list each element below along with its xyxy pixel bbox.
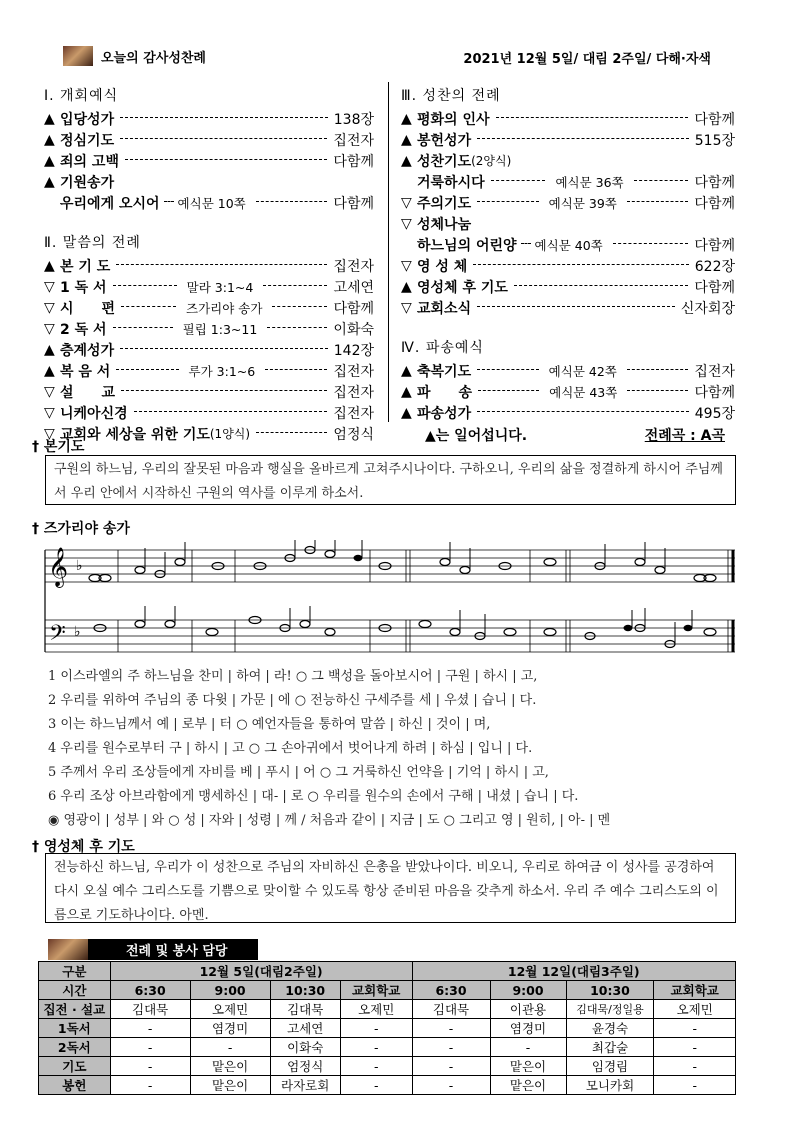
- order-item: [44, 255, 374, 276]
- duty-cell: 이관용: [490, 1000, 566, 1019]
- section-heading: Ⅲ. 성찬의 전례: [401, 88, 501, 104]
- duty-cell: 1독서: [39, 1019, 111, 1038]
- duty-cell: -: [190, 1038, 270, 1057]
- order-reference: 예식문 36쪽: [551, 173, 627, 191]
- duty-cell: -: [340, 1019, 412, 1038]
- order-mark: ▲: [401, 152, 412, 169]
- order-reference: 예식문 43쪽: [545, 383, 621, 401]
- leader-line: [120, 348, 328, 349]
- duty-cell: 라자로회: [270, 1076, 340, 1095]
- leader-line: [514, 285, 689, 286]
- order-value: 집전자: [333, 132, 374, 149]
- order-note: (1양식): [209, 427, 251, 441]
- order-mark: ▽: [44, 425, 55, 442]
- order-mark: ▽: [44, 383, 55, 400]
- leader-line: [256, 201, 328, 202]
- duty-week-row: [39, 962, 736, 981]
- leader-line: [121, 390, 327, 391]
- order-item: [44, 297, 374, 318]
- order-item: [401, 108, 735, 129]
- order-label: 영성체 후 기도: [417, 279, 508, 296]
- order-mark: ▽: [401, 257, 412, 274]
- leader-line: [477, 306, 675, 307]
- canticle-verse: ◉ 영광이 | 성부 | 와 ○ 성 | 자와 | 성령 | 께 / 처음과 같이 | 지금 | 도 ○ 그리고 영 | 원히, | 아- | 멘: [48, 813, 611, 828]
- order-mark: ▽: [44, 278, 55, 295]
- order-mark: ▲: [44, 131, 55, 148]
- order-item: [401, 360, 735, 381]
- order-item: [401, 234, 735, 255]
- duty-cell: -: [654, 1057, 736, 1076]
- svg-text:𝄞: 𝄞: [48, 547, 69, 587]
- duty-cell: 봉헌: [39, 1076, 111, 1095]
- order-left-column: [44, 82, 374, 444]
- leader-line: [125, 159, 327, 160]
- leader-line: [265, 369, 327, 370]
- order-mark: ▲: [401, 362, 412, 379]
- duty-cell: -: [412, 1038, 490, 1057]
- order-mark: ▲: [44, 152, 55, 169]
- duty-cell: -: [110, 1019, 190, 1038]
- order-mark: ▽: [401, 194, 412, 211]
- order-mark: ▲: [401, 383, 412, 400]
- order-item: [44, 192, 374, 213]
- bulletin-date: 2021년 12월 5일/ 대림 2주일/ 다해·자색: [463, 52, 711, 67]
- chant-score: [40, 540, 740, 664]
- order-mark: ▽: [401, 215, 412, 232]
- order-value: 다함께: [333, 300, 375, 317]
- duty-cell: 김대묵: [110, 1000, 190, 1019]
- svg-text:♭: ♭: [76, 558, 83, 574]
- duty-cell: 오제민: [654, 1000, 736, 1019]
- duty-cell: 교회학교: [340, 981, 412, 1000]
- svg-text:♭: ♭: [74, 624, 81, 640]
- canticle-title: † 즈가리야 송가: [32, 521, 130, 537]
- duty-cell: 염경미: [490, 1019, 566, 1038]
- leader-line: [267, 327, 327, 328]
- order-reference: 말라 3:1~4: [183, 278, 258, 296]
- duty-cell: -: [654, 1076, 736, 1095]
- order-label: 1 독 서: [60, 279, 107, 296]
- canticle-verse: 3 이는 하느님께서 예 | 로부 | 터 ○ 예언자들을 통하여 말씀 | 하신 | 것이 | 며,: [48, 717, 491, 732]
- duty-cell: 시간: [39, 981, 111, 1000]
- order-label: 우리에게 오시어: [60, 195, 160, 212]
- leader-line: [121, 306, 176, 307]
- order-item: [44, 318, 374, 339]
- order-label: 설 교: [60, 384, 116, 401]
- duty-cell: 최갑술: [566, 1038, 654, 1057]
- order-mark: ▲: [44, 110, 55, 127]
- order-reference: 루가 3:1~6: [185, 362, 260, 380]
- duty-cell: -: [412, 1057, 490, 1076]
- leader-line: [116, 369, 178, 370]
- leader-line: [477, 411, 689, 412]
- leader-line: [627, 369, 689, 370]
- order-label: 축복기도: [417, 363, 472, 380]
- order-label: 평화의 인사: [417, 111, 490, 128]
- column-divider: [388, 82, 389, 422]
- order-item: [44, 171, 374, 192]
- duty-cell: -: [340, 1038, 412, 1057]
- order-reference: 즈가리야 송가: [182, 299, 266, 317]
- leader-line: [477, 201, 539, 202]
- duty-cell: 9:00: [190, 981, 270, 1000]
- leader-line: [627, 201, 689, 202]
- duty-cell: -: [654, 1038, 736, 1057]
- order-mark: ▲: [44, 173, 55, 190]
- order-label: 기원송가: [60, 174, 115, 191]
- canticle-verses: [48, 665, 610, 833]
- duty-cell: -: [110, 1057, 190, 1076]
- duty-cell: 모니카회: [566, 1076, 654, 1095]
- order-label: 복 음 서: [60, 363, 111, 380]
- postcommunion-text: 전능하신 하느님, 우리가 이 성찬으로 주님의 자비하신 은총을 받았나이다. 비오니, 우리로 하여금 이 성사를 공경하여 다시 오실 예수 그리스도를 기쁨으로 맞이할 수 있도록 항상 준비된 마음을 갖추게 하소서. 우리 주 예수 그리스도의 이름으로 기도하나이다. 아멘.: [54, 860, 719, 923]
- order-item: [401, 150, 735, 171]
- leader-line: [473, 264, 688, 265]
- order-value: 고세연: [333, 279, 375, 296]
- leader-line: [116, 264, 327, 265]
- order-item: [401, 129, 735, 150]
- order-item: [401, 171, 735, 192]
- duty-cell: -: [412, 1019, 490, 1038]
- duty-cell: 윤경숙: [566, 1019, 654, 1038]
- order-label: 봉헌성가: [417, 132, 472, 149]
- order-value: 집전자: [333, 258, 374, 275]
- order-label: 시 편: [60, 300, 116, 317]
- order-value: 다함께: [694, 174, 736, 191]
- tune-note: 전례곡 : A곡: [644, 428, 725, 444]
- order-label: 하느님의 어린양: [417, 237, 517, 254]
- order-value: 다함께: [333, 195, 374, 212]
- order-value: 142장: [333, 342, 374, 359]
- order-item: [44, 339, 374, 360]
- leader-line: [521, 243, 531, 244]
- leader-line: [496, 117, 689, 118]
- order-item: [401, 297, 735, 318]
- collect-box: [45, 455, 736, 505]
- duty-cell: -: [110, 1038, 190, 1057]
- duty-cell: 10:30: [270, 981, 340, 1000]
- duty-row: [39, 1000, 736, 1019]
- order-item: [401, 402, 735, 423]
- order-label: 죄의 고백: [60, 153, 119, 170]
- duty-cell: 구분: [39, 962, 111, 981]
- duty-cell: 6:30: [110, 981, 190, 1000]
- order-item: [44, 276, 374, 297]
- section-heading: Ⅱ. 말씀의 전례: [44, 235, 141, 251]
- duty-cell: 임경림: [566, 1057, 654, 1076]
- order-value: 엄정식: [333, 426, 374, 443]
- section-heading: Ⅳ. 파송예식: [401, 340, 484, 356]
- duty-row: [39, 1038, 736, 1057]
- leader-line: [120, 117, 328, 118]
- order-item: [401, 255, 735, 276]
- leader-line: [627, 390, 688, 391]
- order-label: 영 성 체: [417, 258, 468, 275]
- duty-cell: -: [110, 1076, 190, 1095]
- order-label: 파 송: [417, 384, 473, 401]
- leader-line: [263, 285, 327, 286]
- leader-line: [120, 138, 327, 139]
- order-item: [44, 129, 374, 150]
- order-label: 정심기도: [60, 132, 115, 149]
- order-label: 거룩하시다: [417, 174, 485, 191]
- order-value: 다함께: [333, 153, 374, 170]
- duty-cell: 맡은이: [490, 1076, 566, 1095]
- order-value: 집전자: [333, 384, 374, 401]
- leader-line: [272, 306, 327, 307]
- order-item: [44, 402, 374, 423]
- duty-cell: 김대묵: [270, 1000, 340, 1019]
- order-value: 집전자: [694, 363, 735, 380]
- order-item: [44, 150, 374, 171]
- order-value: 이화숙: [333, 321, 374, 338]
- order-label: 층계성가: [60, 342, 115, 359]
- altar-thumbnail: [63, 46, 93, 66]
- order-value: 집전자: [333, 363, 375, 380]
- duty-cell: -: [490, 1038, 566, 1057]
- order-value: 집전자: [333, 405, 374, 422]
- order-value: 138장: [333, 111, 374, 128]
- order-item: [44, 423, 374, 444]
- order-value: 다함께: [694, 279, 735, 296]
- order-mark: ▲: [44, 362, 55, 379]
- duty-cell: 맡은이: [190, 1076, 270, 1095]
- duty-cell: 9:00: [490, 981, 566, 1000]
- leader-line: [113, 285, 177, 286]
- order-item: [401, 213, 735, 234]
- order-value: 515장: [694, 132, 735, 149]
- leader-line: [634, 180, 689, 181]
- order-item: [44, 108, 374, 129]
- duty-cell: 교회학교: [654, 981, 736, 1000]
- order-mark: ▽: [44, 320, 55, 337]
- order-label: 파송성가: [417, 405, 472, 422]
- order-reference: 예식문 10쪽: [174, 194, 250, 212]
- order-mark: ▲: [401, 110, 412, 127]
- order-value: 495장: [694, 405, 735, 422]
- order-mark: ▲: [401, 131, 412, 148]
- order-value: 다함께: [694, 111, 735, 128]
- stand-note: ▲는 일어섭니다.: [425, 428, 528, 444]
- duty-row: [39, 1019, 736, 1038]
- duty-cell: 고세연: [270, 1019, 340, 1038]
- order-mark: ▽: [44, 404, 55, 421]
- duty-table: [38, 961, 736, 1095]
- duty-cell: 엄정식: [270, 1057, 340, 1076]
- order-value: 다함께: [694, 195, 735, 212]
- order-mark: ▲: [401, 278, 412, 295]
- leader-line: [134, 411, 328, 412]
- canticle-verse: 4 우리를 원수로부터 구 | 하시 | 고 ○ 그 손아귀에서 벗어나게 하려 | 하심 | 입니 | 다.: [48, 741, 533, 756]
- order-reference: 예식문 42쪽: [545, 362, 621, 380]
- order-item: [44, 381, 374, 402]
- duty-cell: 집전 · 설교: [39, 1000, 111, 1019]
- section-heading: Ⅰ. 개회예식: [44, 88, 119, 104]
- order-item: [401, 276, 735, 297]
- collect-text: 구원의 하느님, 우리의 잘못된 마음과 행실을 올바르게 고쳐주시나이다. 구하오니, 우리의 삶을 정결하게 하시어 주님께서 우리 안에서 시작하신 구원의 역사를 이루게 하소서.: [54, 462, 723, 501]
- collect-title: † 본기도: [32, 439, 85, 455]
- canticle-verse: 6 우리 조상 아브라함에게 맹세하신 | 대- | 로 ○ 우리를 원수의 손에서 구해 | 내셨 | 습니 | 다.: [48, 789, 579, 804]
- leader-line: [113, 327, 173, 328]
- order-note: (2양식): [471, 154, 512, 168]
- order-label: 본 기 도: [60, 258, 111, 275]
- duty-cell: 10:30: [566, 981, 654, 1000]
- postcommunion-title: † 영성체 후 기도: [32, 839, 135, 855]
- leader-line: [477, 138, 689, 139]
- order-value: 신자회장: [680, 300, 735, 317]
- duty-cell: -: [412, 1076, 490, 1095]
- order-mark: ▲: [401, 404, 412, 421]
- duty-cell: 오제민: [340, 1000, 412, 1019]
- duty-cell: -: [654, 1019, 736, 1038]
- duty-cell: -: [340, 1057, 412, 1076]
- leader-line: [477, 369, 539, 370]
- duty-banner: [48, 939, 258, 960]
- canticle-verse: 2 우리를 위하여 주님의 종 다윗 | 가문 | 에 ○ 전능하신 구세주를 세 | 우셨 | 습니 | 다.: [48, 693, 537, 708]
- stand-note-row: [401, 425, 735, 445]
- duty-cell: 염경미: [190, 1019, 270, 1038]
- order-right-column: [401, 82, 735, 445]
- postcommunion-box: [45, 853, 736, 923]
- duty-row: [39, 1057, 736, 1076]
- duty-thumbnail: [48, 939, 88, 960]
- order-mark: ▽: [44, 299, 55, 316]
- duty-cell: 2독서: [39, 1038, 111, 1057]
- duty-cell: 맡은이: [190, 1057, 270, 1076]
- duty-cell: 기도: [39, 1057, 111, 1076]
- order-label: 2 독 서: [60, 321, 107, 338]
- duty-cell: 오제민: [190, 1000, 270, 1019]
- duty-cell: 12월 12일(대림3주일): [412, 962, 735, 981]
- order-value: 다함께: [694, 237, 735, 254]
- canticle-verse: 5 주께서 우리 조상들에게 자비를 베 | 푸시 | 어 ○ 그 거룩하신 언약을 | 기억 | 하시 | 고,: [48, 765, 549, 780]
- order-value: 622장: [694, 258, 735, 275]
- leader-line: [478, 390, 539, 391]
- order-label: 성찬기도: [417, 153, 472, 170]
- duty-row: [39, 1076, 736, 1095]
- duty-cell: 6:30: [412, 981, 490, 1000]
- order-reference: 필립 1:3~11: [179, 320, 262, 338]
- order-mark: ▽: [401, 299, 412, 316]
- order-reference: 예식문 40쪽: [531, 236, 607, 254]
- duty-cell: 이화숙: [270, 1038, 340, 1057]
- bulletin-header: [63, 46, 206, 66]
- duty-cell: 김대묵/정일용: [566, 1000, 654, 1019]
- leader-line: [164, 201, 174, 202]
- duty-cell: 12월 5일(대림2주일): [110, 962, 412, 981]
- duty-cell: 김대묵: [412, 1000, 490, 1019]
- order-label: 주의기도: [417, 195, 472, 212]
- order-value: 다함께: [694, 384, 736, 401]
- leader-line: [256, 432, 327, 433]
- order-label: 교회소식: [417, 300, 472, 317]
- order-mark: ▲: [44, 257, 55, 274]
- order-item: [401, 381, 735, 402]
- duty-time-row: [39, 981, 736, 1000]
- duty-cell: 맡은이: [490, 1057, 566, 1076]
- leader-line: [613, 243, 689, 244]
- order-reference: 예식문 39쪽: [545, 194, 621, 212]
- order-item: [401, 192, 735, 213]
- leader-line: [491, 180, 546, 181]
- duty-cell: -: [340, 1076, 412, 1095]
- order-label: 교회와 세상을 위한 기도: [60, 426, 210, 443]
- order-mark: ▲: [44, 341, 55, 358]
- svg-text:𝄢: 𝄢: [49, 621, 66, 651]
- order-label: 입당성가: [60, 111, 115, 128]
- duty-title: 전례 및 봉사 담당: [126, 944, 228, 959]
- order-label: 니케아신경: [60, 405, 128, 422]
- order-item: [44, 360, 374, 381]
- order-label: 성체나눔: [417, 216, 472, 233]
- bulletin-title: 오늘의 감사성찬례: [101, 50, 206, 66]
- canticle-verse: 1 이스라엘의 주 하느님을 찬미 | 하여 | 라! ○ 그 백성을 돌아보시어 | 구원 | 하시 | 고,: [48, 669, 538, 684]
